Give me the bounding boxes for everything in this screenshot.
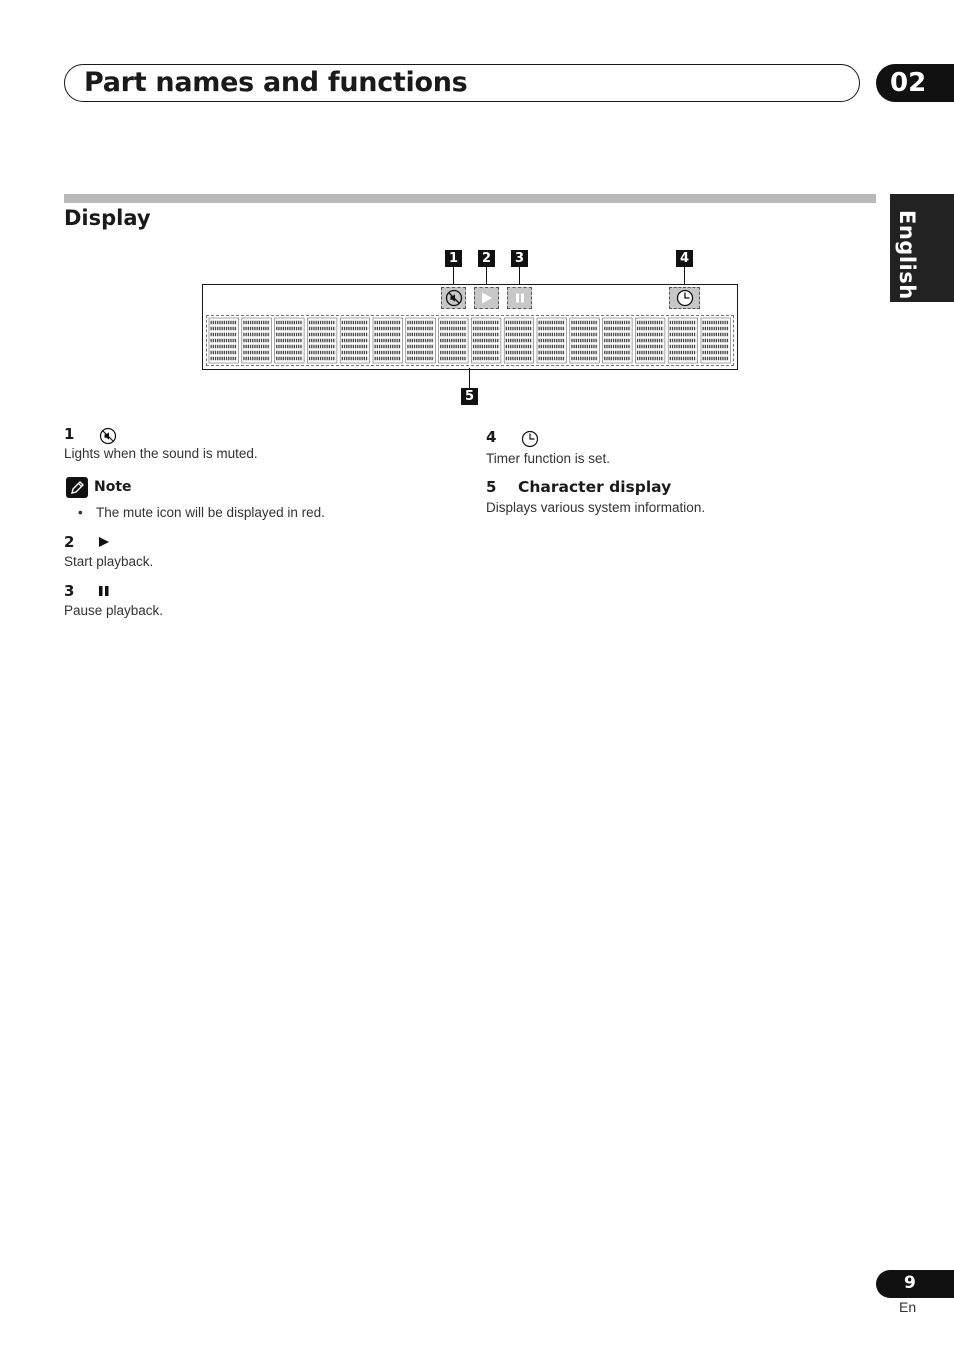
callout-2: 2 [478, 250, 495, 267]
note-bullet-text: The mute icon will be displayed in red. [96, 505, 325, 520]
character-cell [275, 318, 305, 363]
page-title: Part names and functions [84, 67, 468, 98]
character-cell [668, 318, 698, 363]
item-5-number: 5 [486, 478, 497, 496]
character-cell [471, 318, 501, 363]
pause-icon [514, 292, 526, 304]
leader-line-5 [469, 368, 470, 388]
character-cell [373, 318, 403, 363]
character-cell [439, 318, 469, 363]
character-cell [340, 318, 370, 363]
item-5-title: Character display [518, 478, 672, 496]
character-cell [570, 318, 600, 363]
character-cell [406, 318, 436, 363]
play-indicator [474, 287, 499, 309]
section-title: Display [64, 206, 151, 230]
mute-icon [445, 289, 463, 307]
callout-4: 4 [676, 250, 693, 267]
timer-icon [676, 289, 694, 307]
pencil-icon [69, 480, 85, 496]
page-number: 9 [904, 1273, 916, 1293]
note-icon-box [66, 477, 88, 498]
item-2-description: Start playback. [64, 554, 154, 569]
item-1-number: 1 [64, 425, 75, 443]
item-3-description: Pause playback. [64, 603, 164, 618]
character-cell [242, 318, 271, 363]
page-language: En [899, 1299, 917, 1315]
item-4-number: 4 [486, 428, 497, 446]
item-5-description: Displays various system information. [486, 500, 706, 515]
note-label: Note [94, 479, 132, 495]
character-cell [537, 318, 567, 363]
mute-icon [99, 427, 117, 445]
character-cells [207, 316, 733, 365]
character-cell [603, 318, 633, 363]
character-cell [701, 318, 731, 363]
play-icon [480, 291, 494, 305]
callout-1: 1 [445, 250, 462, 267]
language-tab-label: English [895, 210, 919, 300]
item-4-description: Timer function is set. [486, 451, 611, 466]
section-divider [64, 194, 876, 203]
chapter-number: 02 [890, 68, 927, 98]
item-1-description: Lights when the sound is muted. [64, 446, 258, 461]
character-cell [209, 318, 239, 363]
character-cell [635, 318, 665, 363]
item-3-number: 3 [64, 582, 75, 600]
character-cell [504, 318, 534, 363]
character-cell [307, 318, 337, 363]
callout-3: 3 [511, 250, 528, 267]
item-2-number: 2 [64, 533, 75, 551]
pause-indicator [507, 287, 532, 309]
timer-icon [521, 430, 539, 448]
timer-indicator [669, 287, 700, 309]
play-icon [98, 536, 110, 548]
character-display [206, 315, 734, 366]
callout-5: 5 [461, 388, 478, 405]
note-bullet-marker: • [78, 505, 83, 520]
pause-icon [98, 585, 110, 597]
mute-indicator [441, 287, 466, 309]
